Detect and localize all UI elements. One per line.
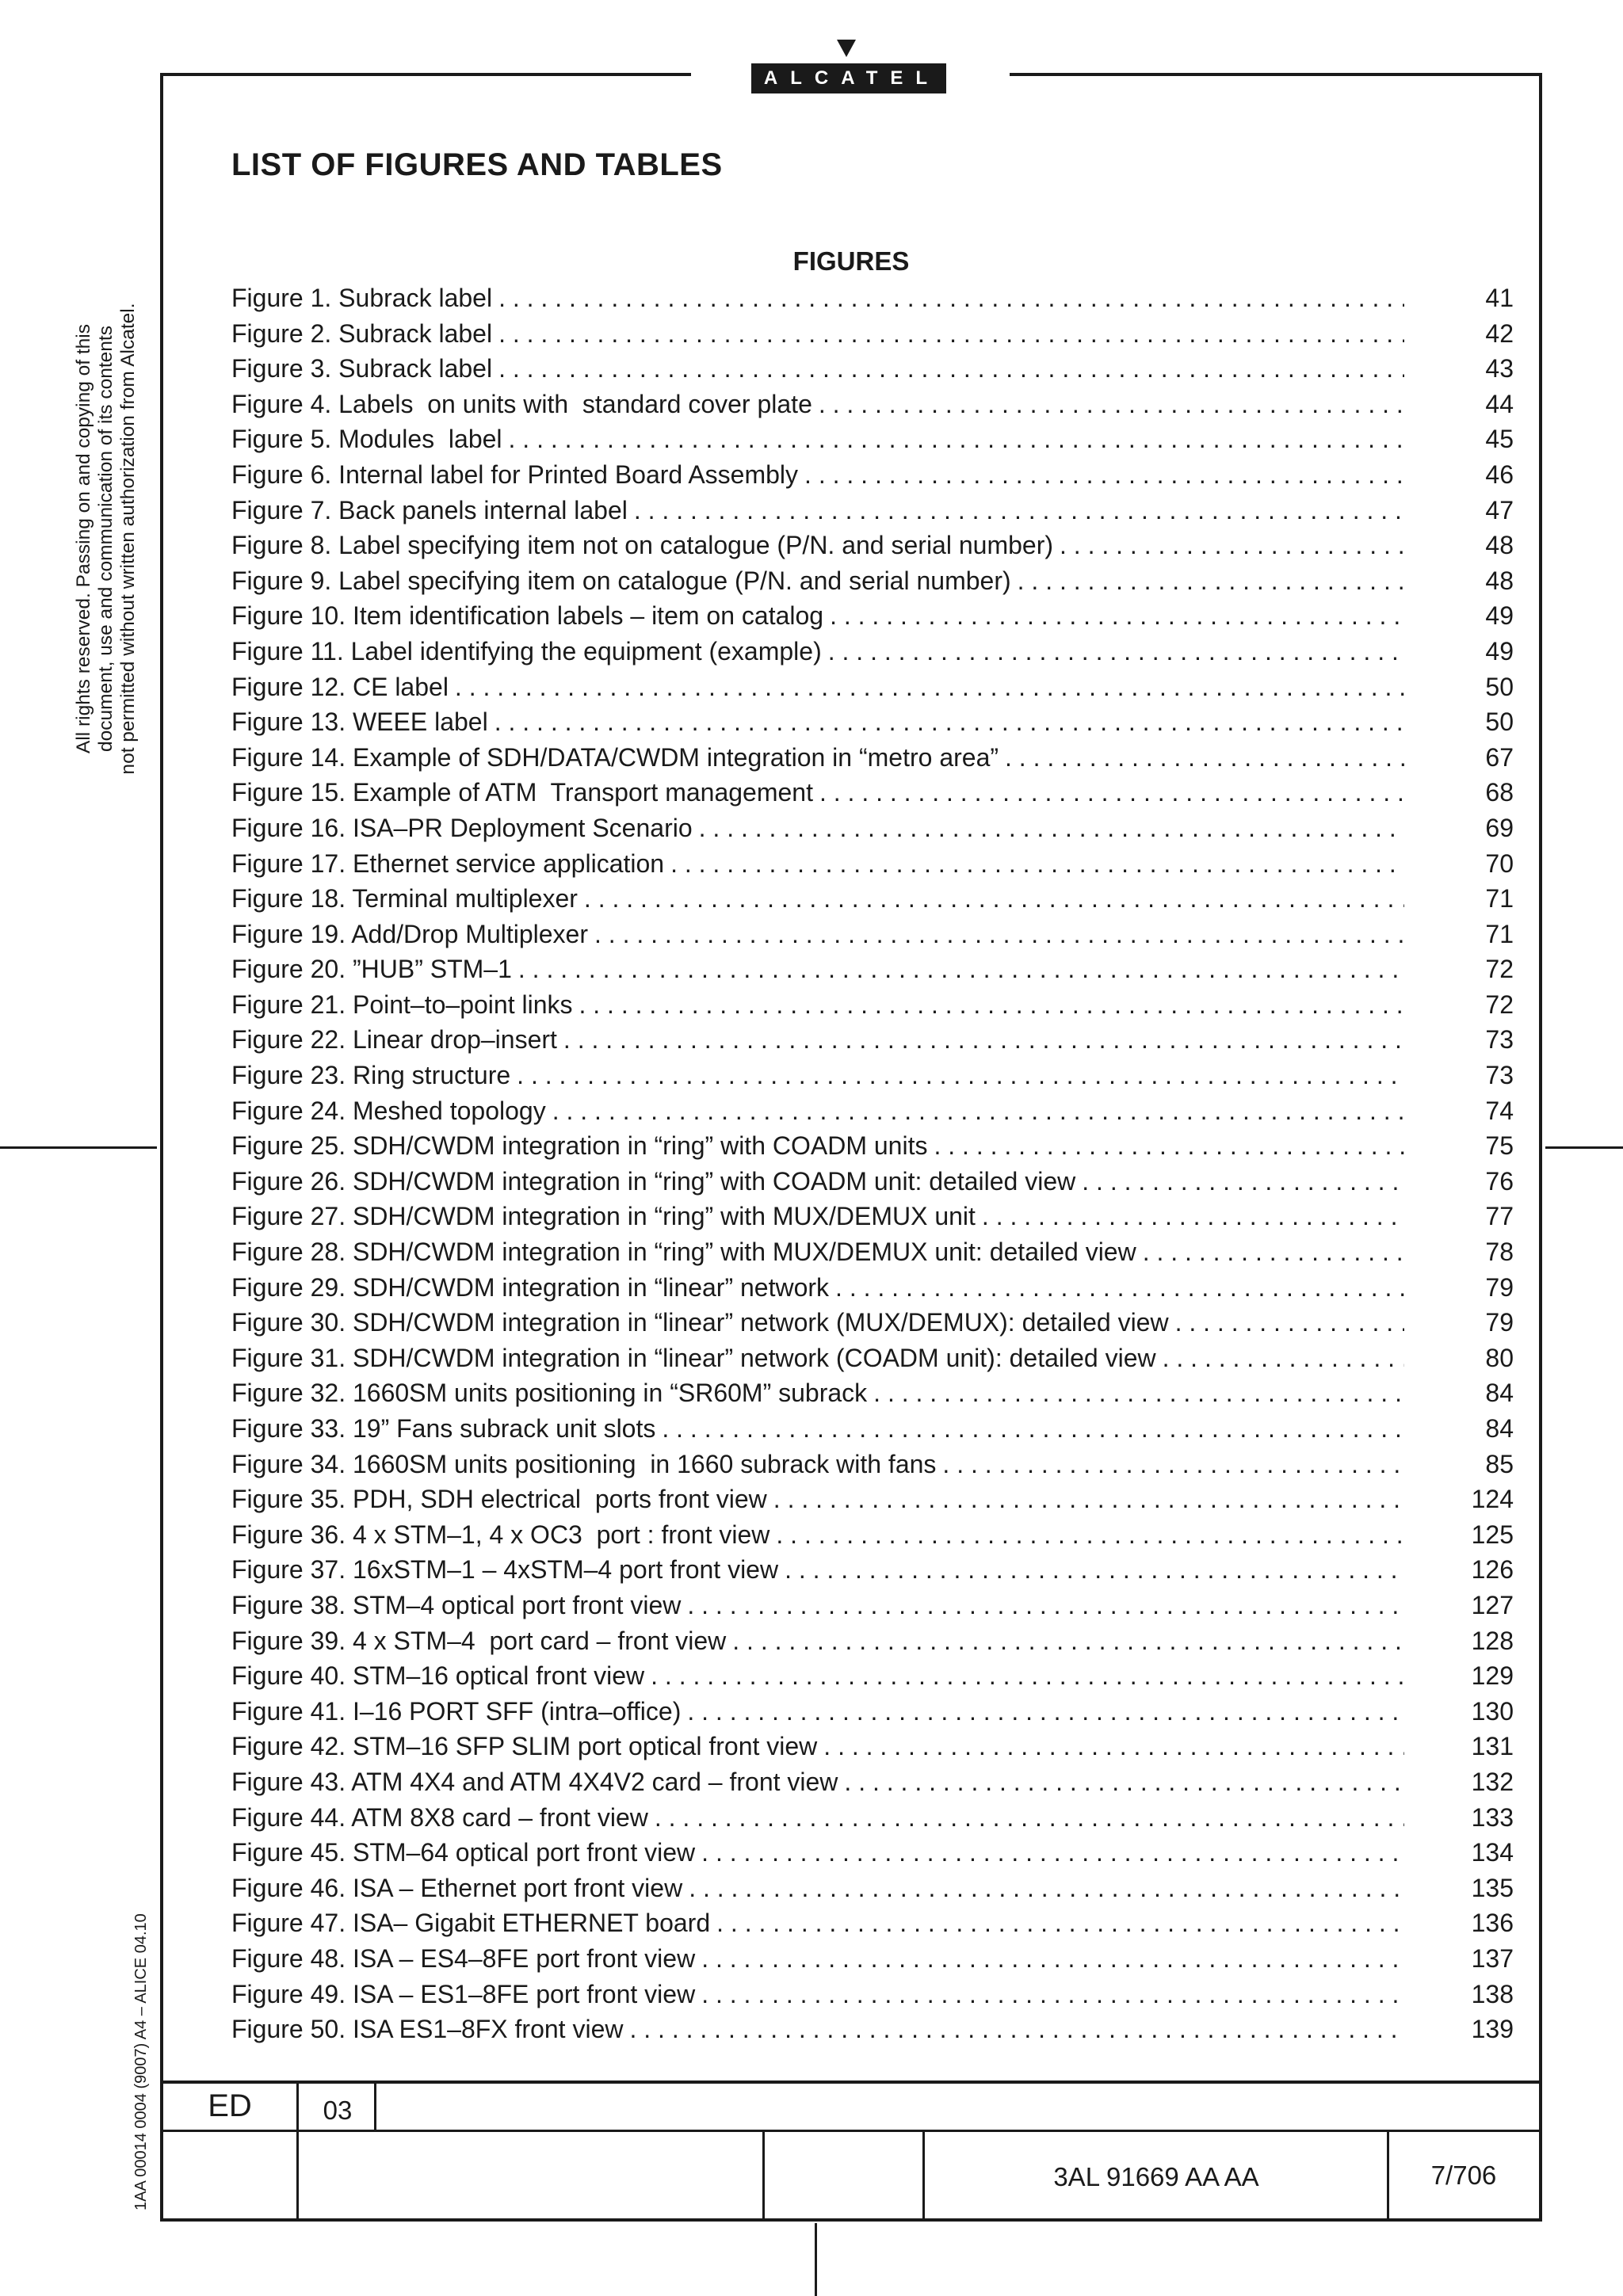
frame-left-line (160, 73, 163, 2222)
toc-leader-dots (670, 846, 1404, 882)
toc-entry-title: Figure 33. 19” Fans subrack unit slots (231, 1414, 656, 1443)
toc-entry-page: 73 (1485, 1025, 1514, 1055)
toc-entry (231, 387, 1514, 422)
toc-entry-title: Figure 7. Back panels internal label (231, 495, 628, 524)
toc-entry (231, 1411, 1514, 1447)
logo-box (751, 63, 946, 93)
toc-entry-title: Figure 9. Label specifying item on catalogue (P/N. and serial number) (231, 566, 1011, 595)
toc-leader-dots (594, 917, 1404, 952)
toc-entry-title: Figure 13. WEEE label (231, 707, 488, 737)
toc-entry (231, 1905, 1514, 1941)
toc-leader-dots (785, 1552, 1404, 1588)
section-heading: FIGURES (792, 246, 910, 276)
toc-entry-title: Figure 39. 4 x STM–4 port card – front view (231, 1626, 727, 1655)
toc-leader-dots (552, 1093, 1404, 1129)
page-title: LIST OF FIGURES AND TABLES (231, 147, 723, 182)
toc-entry (231, 1658, 1514, 1694)
toc-entry-title: Figure 20. ”HUB” STM–1 (231, 955, 512, 984)
toc-entry (231, 1623, 1514, 1659)
toc-entry-title: Figure 18. Terminal multiplexer (231, 884, 578, 913)
toc-entry-title: Figure 15. Example of ATM Transport management (231, 778, 813, 807)
toc-leader-dots (584, 881, 1404, 917)
toc-entry (231, 669, 1514, 705)
toc-entry-page: 125 (1471, 1520, 1514, 1549)
toc-entry (231, 1341, 1514, 1376)
toc-entry (231, 1128, 1514, 1164)
title-block-divider-1 (296, 2081, 299, 2220)
toc-entry-title: Figure 48. ISA – ES4–8FE port front view (231, 1943, 696, 1973)
toc-entry-title: Figure 44. ATM 8X8 card – front view (231, 1802, 648, 1832)
toc-entry (231, 1447, 1514, 1482)
toc-entry-page: 139 (1471, 2015, 1514, 2044)
toc-leader-dots (651, 1658, 1404, 1694)
toc-leader-dots (498, 280, 1404, 316)
toc-entry (231, 881, 1514, 917)
toc-entry (231, 1058, 1514, 1093)
toc-entry-title: Figure 14. Example of SDH/DATA/CWDM integration in “metro area” (231, 742, 999, 772)
toc-leader-dots (1018, 563, 1404, 599)
toc-entry-page: 44 (1485, 389, 1514, 418)
toc-entry-page: 134 (1471, 1838, 1514, 1867)
toc-entry-title: Figure 50. ISA ES1–8FX front view (231, 2015, 624, 2044)
toc-leader-dots (495, 704, 1404, 740)
toc-entry-page: 50 (1485, 707, 1514, 737)
toc-entry (231, 704, 1514, 740)
toc-entry-page: 136 (1471, 1909, 1514, 1938)
toc-leader-dots (689, 1871, 1404, 1906)
toc-entry-page: 45 (1485, 425, 1514, 454)
toc-leader-dots (655, 1800, 1404, 1836)
toc-entry (231, 280, 1514, 316)
title-block-top-line (160, 2081, 1542, 2084)
frame-right-line (1539, 73, 1542, 2222)
toc-entry-title: Figure 25. SDH/CWDM integration in “ring” with COADM units (231, 1131, 928, 1161)
toc-entry-page: 129 (1471, 1661, 1514, 1691)
toc-leader-dots (873, 1375, 1404, 1411)
toc-entry-title: Figure 43. ATM 4X4 and ATM 4X4V2 card – front view (231, 1767, 838, 1796)
toc-leader-dots (716, 1905, 1404, 1941)
toc-leader-dots (629, 2012, 1404, 2047)
toc-entry (231, 846, 1514, 882)
toc-entry-page: 128 (1471, 1626, 1514, 1655)
toc-entry-page: 73 (1485, 1061, 1514, 1090)
toc-leader-dots (699, 810, 1404, 846)
toc-entry-title: Figure 17. Ethernet service application (231, 849, 665, 878)
toc-entry (231, 493, 1514, 528)
toc-entry-page: 46 (1485, 460, 1514, 489)
toc-leader-dots (509, 421, 1404, 457)
toc-leader-dots (1143, 1234, 1404, 1270)
toc-leader-dots (1082, 1164, 1404, 1199)
toc-entry (231, 1199, 1514, 1234)
title-block-middle-line (160, 2130, 1542, 2132)
toc-entry-title: Figure 3. Subrack label (231, 354, 493, 383)
toc-entry (231, 1305, 1514, 1341)
toc-entry-page: 77 (1485, 1202, 1514, 1231)
toc-entry-title: Figure 41. I–16 PORT SFF (intra–office) (231, 1696, 682, 1726)
toc-entry (231, 1977, 1514, 2012)
toc-entry (231, 1764, 1514, 1800)
toc-entry-page: 69 (1485, 813, 1514, 842)
toc-entry-title: Figure 16. ISA–PR Deployment Scenario (231, 813, 693, 842)
toc-entry-page: 74 (1485, 1096, 1514, 1125)
toc-leader-dots (934, 1128, 1404, 1164)
toc-entry-page: 124 (1471, 1485, 1514, 1514)
toc-leader-dots (517, 1058, 1404, 1093)
toc-entry-title: Figure 10. Item identification labels – item on catalog (231, 601, 824, 631)
toc-entry-title: Figure 46. ISA – Ethernet port front view (231, 1873, 683, 1902)
toc-entry-page: 84 (1485, 1379, 1514, 1408)
toc-entry-title: Figure 38. STM–4 optical port front view (231, 1590, 682, 1619)
toc-entry-title: Figure 1. Subrack label (231, 284, 493, 312)
page-number: 7/706 (1430, 2161, 1497, 2190)
toc-entry-page: 72 (1485, 990, 1514, 1019)
toc-leader-dots (819, 387, 1404, 422)
toc-leader-dots (563, 1022, 1404, 1058)
toc-entry (231, 987, 1514, 1023)
toc-entry-page: 71 (1485, 919, 1514, 948)
toc-leader-dots (1005, 740, 1404, 776)
toc-leader-dots (687, 1588, 1404, 1623)
toc-entry-title: Figure 21. Point–to–point links (231, 990, 573, 1019)
toc-entry (231, 2012, 1514, 2047)
toc-leader-dots (804, 457, 1404, 493)
toc-entry-title: Figure 32. 1660SM units positioning in “SR60M” subrack (231, 1379, 868, 1408)
edition-number: 03 (323, 2096, 353, 2125)
toc-leader-dots (701, 1941, 1404, 1977)
toc-entry (231, 351, 1514, 387)
toc-entry (231, 1588, 1514, 1623)
toc-entry (231, 1234, 1514, 1270)
toc-entry-page: 130 (1471, 1696, 1514, 1726)
toc-leader-dots (1163, 1341, 1404, 1376)
toc-entry-page: 132 (1471, 1767, 1514, 1796)
toc-leader-dots (776, 1517, 1404, 1553)
toc-entry (231, 1517, 1514, 1553)
logo-text: ALCATEL (763, 67, 941, 89)
toc-entry-page: 49 (1485, 601, 1514, 631)
rights-line-2: document, use and communication of its contents (95, 326, 116, 752)
crop-mark-left (0, 1146, 157, 1149)
toc-leader-dots (701, 1835, 1404, 1871)
toc-entry-title: Figure 27. SDH/CWDM integration in “ring” with MUX/DEMUX unit (231, 1202, 976, 1231)
toc-entry-page: 131 (1471, 1732, 1514, 1761)
toc-leader-dots (634, 493, 1404, 528)
toc-entry (231, 775, 1514, 810)
toc-leader-dots (942, 1447, 1404, 1482)
toc-entry-title: Figure 36. 4 x STM–1, 4 x OC3 port : front view (231, 1520, 770, 1549)
toc-entry-title: Figure 31. SDH/CWDM integration in “linear” network (COADM unit): detailed view (231, 1343, 1156, 1372)
toc-leader-dots (982, 1199, 1404, 1234)
toc-entry-page: 135 (1471, 1873, 1514, 1902)
toc-entry-title: Figure 49. ISA – ES1–8FE port front view (231, 1979, 696, 2008)
document-code: 3AL 91669 AA AA (1053, 2162, 1259, 2191)
toc-leader-dots (662, 1411, 1404, 1447)
toc-entry-title: Figure 40. STM–16 optical front view (231, 1661, 645, 1691)
toc-entry-title: Figure 6. Internal label for Printed Board Assembly (231, 460, 799, 489)
toc-entry-page: 78 (1485, 1238, 1514, 1267)
toc-entry-title: Figure 2. Subrack label (231, 318, 493, 348)
toc-entry (231, 1729, 1514, 1764)
figure-list (231, 280, 1514, 2047)
toc-entry (231, 634, 1514, 669)
title-block-divider-4 (922, 2130, 925, 2220)
toc-entry (231, 1871, 1514, 1906)
toc-entry-page: 43 (1485, 354, 1514, 383)
toc-entry-page: 127 (1471, 1590, 1514, 1619)
toc-entry-page: 41 (1485, 284, 1514, 312)
toc-entry (231, 1164, 1514, 1199)
toc-leader-dots (701, 1977, 1404, 2012)
toc-entry-page: 75 (1485, 1131, 1514, 1161)
toc-entry-page: 67 (1485, 742, 1514, 772)
toc-entry-title: Figure 45. STM–64 optical port front view (231, 1838, 696, 1867)
crop-mark-bottom (815, 2223, 817, 2296)
toc-entry-page: 79 (1485, 1308, 1514, 1337)
toc-entry (231, 457, 1514, 493)
toc-entry-title: Figure 29. SDH/CWDM integration in “linear” network (231, 1272, 830, 1302)
toc-entry (231, 421, 1514, 457)
toc-entry-title: Figure 47. ISA– Gigabit ETHERNET board (231, 1909, 711, 1938)
toc-leader-dots (732, 1623, 1404, 1659)
frame-top-right-line (1010, 73, 1542, 76)
toc-entry-page: 79 (1485, 1272, 1514, 1302)
toc-leader-dots (518, 952, 1404, 987)
rights-notice (73, 277, 139, 800)
toc-entry-page: 42 (1485, 318, 1514, 348)
toc-entry-page: 49 (1485, 636, 1514, 666)
crop-mark-right (1545, 1146, 1623, 1149)
toc-leader-dots (844, 1764, 1404, 1800)
title-block-divider-3 (762, 2130, 765, 2220)
alcatel-logo (751, 40, 946, 97)
toc-leader-dots (835, 1270, 1404, 1306)
frame-top-left-line (160, 73, 691, 76)
rights-line-3: not permitted without written authorization from Alcatel. (117, 303, 139, 775)
edition-label: ED (208, 2088, 252, 2123)
frame-bottom-line (160, 2218, 1542, 2222)
toc-entry (231, 1375, 1514, 1411)
toc-leader-dots (773, 1482, 1404, 1517)
toc-entry-page: 48 (1485, 566, 1514, 595)
toc-entry-title: Figure 24. Meshed topology (231, 1096, 546, 1125)
toc-leader-dots (687, 1694, 1404, 1730)
template-code: 1AA 00014 0004 (9007) A4 – ALICE 04.10 (132, 1913, 150, 2210)
toc-entry (231, 810, 1514, 846)
toc-entry-page: 47 (1485, 495, 1514, 524)
toc-entry-title: Figure 12. CE label (231, 672, 449, 701)
toc-entry-title: Figure 30. SDH/CWDM integration in “linear” network (MUX/DEMUX): detailed view (231, 1308, 1169, 1337)
toc-entry (231, 917, 1514, 952)
toc-entry-page: 85 (1485, 1449, 1514, 1478)
title-block-divider-2 (374, 2081, 376, 2131)
toc-entry (231, 1022, 1514, 1058)
toc-entry-page: 68 (1485, 778, 1514, 807)
toc-leader-dots (579, 987, 1404, 1023)
toc-leader-dots (455, 669, 1404, 705)
rights-line-1: All rights reserved. Passing on and copying of this (73, 324, 94, 754)
toc-leader-dots (828, 634, 1404, 669)
toc-entry-title: Figure 11. Label identifying the equipment (example) (231, 636, 822, 666)
toc-entry (231, 1694, 1514, 1730)
toc-entry-title: Figure 8. Label specifying item not on catalogue (P/N. and serial number) (231, 531, 1053, 560)
toc-entry-title: Figure 22. Linear drop–insert (231, 1025, 557, 1055)
toc-entry (231, 316, 1514, 352)
toc-entry-title: Figure 42. STM–16 SFP SLIM port optical front view (231, 1732, 818, 1761)
toc-leader-dots (1060, 528, 1404, 563)
toc-entry-page: 126 (1471, 1555, 1514, 1585)
toc-entry-title: Figure 34. 1660SM units positioning in 1660 subrack with fans (231, 1449, 937, 1478)
toc-entry (231, 563, 1514, 599)
toc-entry-page: 76 (1485, 1166, 1514, 1196)
toc-entry-page: 71 (1485, 884, 1514, 913)
toc-entry (231, 1482, 1514, 1517)
toc-entry-title: Figure 37. 16xSTM–1 – 4xSTM–4 port front view (231, 1555, 779, 1585)
toc-entry-page: 48 (1485, 531, 1514, 560)
toc-entry-title: Figure 28. SDH/CWDM integration in “ring” with MUX/DEMUX unit: detailed view (231, 1238, 1136, 1267)
toc-entry-page: 137 (1471, 1943, 1514, 1973)
toc-entry-page: 133 (1471, 1802, 1514, 1832)
toc-entry-title: Figure 5. Modules label (231, 425, 502, 454)
toc-entry (231, 1552, 1514, 1588)
toc-entry (231, 1270, 1514, 1306)
toc-entry (231, 598, 1514, 634)
toc-leader-dots (823, 1729, 1404, 1764)
toc-entry (231, 952, 1514, 987)
toc-leader-dots (819, 775, 1404, 810)
toc-entry (231, 1941, 1514, 1977)
toc-entry-title: Figure 4. Labels on units with standard cover plate (231, 389, 812, 418)
toc-entry-page: 84 (1485, 1414, 1514, 1443)
toc-entry-title: Figure 23. Ring structure (231, 1061, 511, 1090)
toc-entry-title: Figure 26. SDH/CWDM integration in “ring” with COADM unit: detailed view (231, 1166, 1076, 1196)
toc-entry-title: Figure 35. PDH, SDH electrical ports front view (231, 1485, 767, 1514)
toc-entry-page: 50 (1485, 672, 1514, 701)
toc-entry-page: 70 (1485, 849, 1514, 878)
toc-leader-dots (498, 316, 1404, 352)
toc-entry-page: 80 (1485, 1343, 1514, 1372)
toc-entry (231, 1800, 1514, 1836)
toc-entry (231, 528, 1514, 563)
toc-leader-dots (830, 598, 1404, 634)
toc-entry-page: 138 (1471, 1979, 1514, 2008)
toc-leader-dots (1175, 1305, 1404, 1341)
toc-entry (231, 740, 1514, 776)
toc-entry (231, 1835, 1514, 1871)
title-block-divider-5 (1387, 2130, 1389, 2220)
toc-leader-dots (498, 351, 1404, 387)
toc-entry-page: 72 (1485, 955, 1514, 984)
toc-entry-title: Figure 19. Add/Drop Multiplexer (231, 919, 588, 948)
logo-arrow-icon (837, 40, 856, 57)
toc-entry (231, 1093, 1514, 1129)
